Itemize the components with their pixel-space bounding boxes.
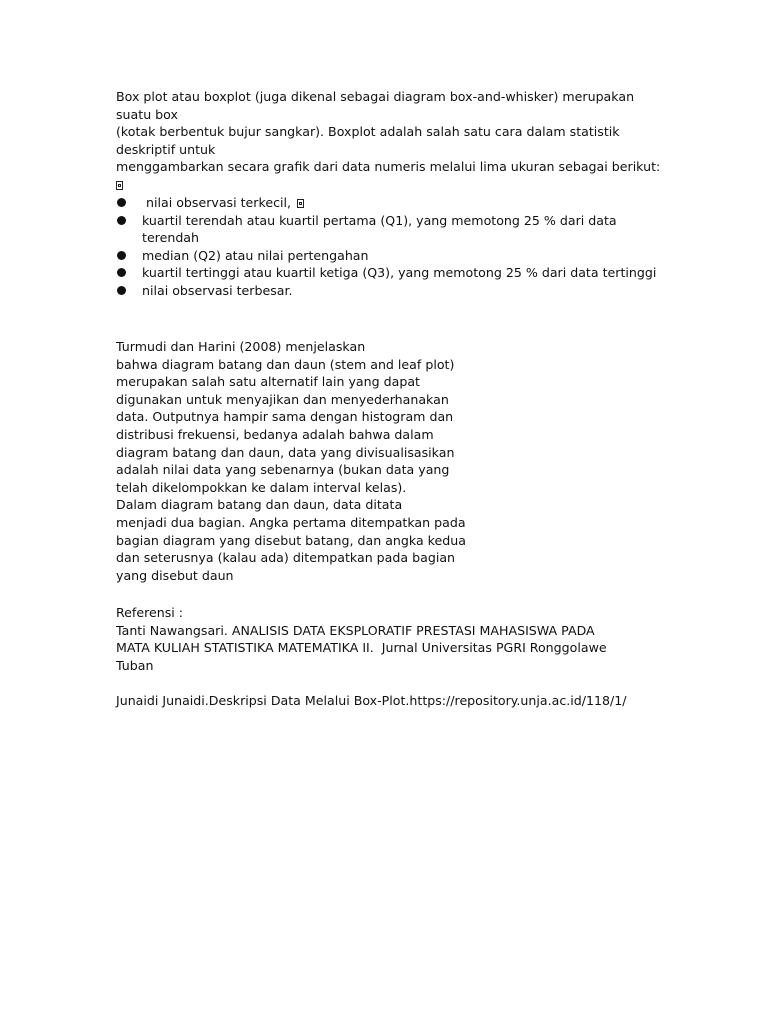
missing-glyph-icon: [297, 199, 304, 208]
text-line: nilai observasi terkecil,: [142, 195, 296, 210]
references-heading: Referensi :: [116, 605, 184, 620]
text-line: Turmudi dan Harini (2008) menjelaskan: [116, 339, 366, 354]
list-item: [116, 247, 676, 265]
text-line: (kotak berbentuk bujur sangkar). Boxplot adalah salah satu cara dalam statistik: [116, 124, 620, 140]
reference-line: Tanti Nawangsari. ANALISIS DATA EKSPLORATIF PRESTASI MAHASISWA PADA: [116, 622, 595, 638]
reference-line: MATA KULIAH STATISTIKA MATEMATIKA II. Jurnal Universitas PGRI Ronggolawe: [116, 640, 607, 656]
text-line: data. Outputnya hampir sama dengan histogram dan: [116, 409, 454, 425]
text-line: adalah nilai data yang sebenarnya (bukan data yang: [116, 462, 450, 478]
references-section: [116, 604, 676, 710]
text-line: median (Q2) atau nilai pertengahan: [142, 247, 369, 263]
five-number-summary-list: [116, 194, 676, 300]
text-line: deskriptif untuk: [116, 141, 216, 157]
text-line: telah dikelompokkan ke dalam interval kelas).: [116, 479, 407, 495]
bullet-icon: [117, 251, 126, 260]
paragraph-stem-and-leaf: [116, 338, 676, 584]
bullet-icon: [117, 286, 126, 295]
text-line: diagram batang dan daun, data yang divisualisasikan: [116, 444, 455, 460]
bullet-icon: [117, 198, 126, 207]
text-line: menggambarkan secara grafik dari data numeris melalui lima ukuran sebagai berikut:: [116, 159, 661, 175]
list-item: [116, 194, 676, 212]
text-line: kuartil tertinggi atau kuartil ketiga (Q3), yang memotong 25 % dari data tertinggi: [142, 265, 657, 281]
text-line: yang disebut daun: [116, 567, 234, 583]
reference-line: Tuban: [116, 657, 154, 673]
bullet-icon: [117, 268, 126, 277]
text-line: Dalam diagram batang dan daun, data ditata: [116, 497, 403, 513]
text-line: bagian diagram yang disebut batang, dan angka kedua: [116, 532, 466, 548]
text-line: distribusi frekuensi, bedanya adalah bahwa dalam: [116, 426, 434, 442]
missing-glyph-line: [116, 176, 676, 194]
text-line: suatu box: [116, 106, 178, 122]
list-item: [116, 282, 676, 300]
text-line: bahwa diagram batang dan daun (stem and leaf plot): [116, 356, 455, 372]
text-line: terendah: [142, 230, 200, 246]
text-line: menjadi dua bagian. Angka pertama ditempatkan pada: [116, 514, 466, 530]
text-line: kuartil terendah atau kuartil pertama (Q1), yang memotong 25 % dari data: [142, 212, 617, 228]
paragraph-boxplot-intro: [116, 88, 676, 194]
list-item: [116, 212, 676, 247]
reference-line: Junaidi Junaidi.Deskripsi Data Melalui Box-Plot.https://repository.unja.ac.id/118/1/: [116, 692, 627, 708]
text-line: digunakan untuk menyajikan dan menyederhanakan: [116, 391, 449, 407]
missing-glyph-icon: [116, 181, 123, 190]
text-line: nilai observasi terbesar.: [142, 282, 293, 298]
text-line: dan seterusnya (kalau ada) ditempatkan pada bagian: [116, 550, 456, 566]
list-item: [116, 264, 676, 282]
text-line: merupakan salah satu alternatif lain yang dapat: [116, 374, 420, 390]
bullet-icon: [117, 216, 126, 225]
text-line: Box plot atau boxplot (juga dikenal sebagai diagram box-and-whisker) merupakan: [116, 89, 635, 104]
